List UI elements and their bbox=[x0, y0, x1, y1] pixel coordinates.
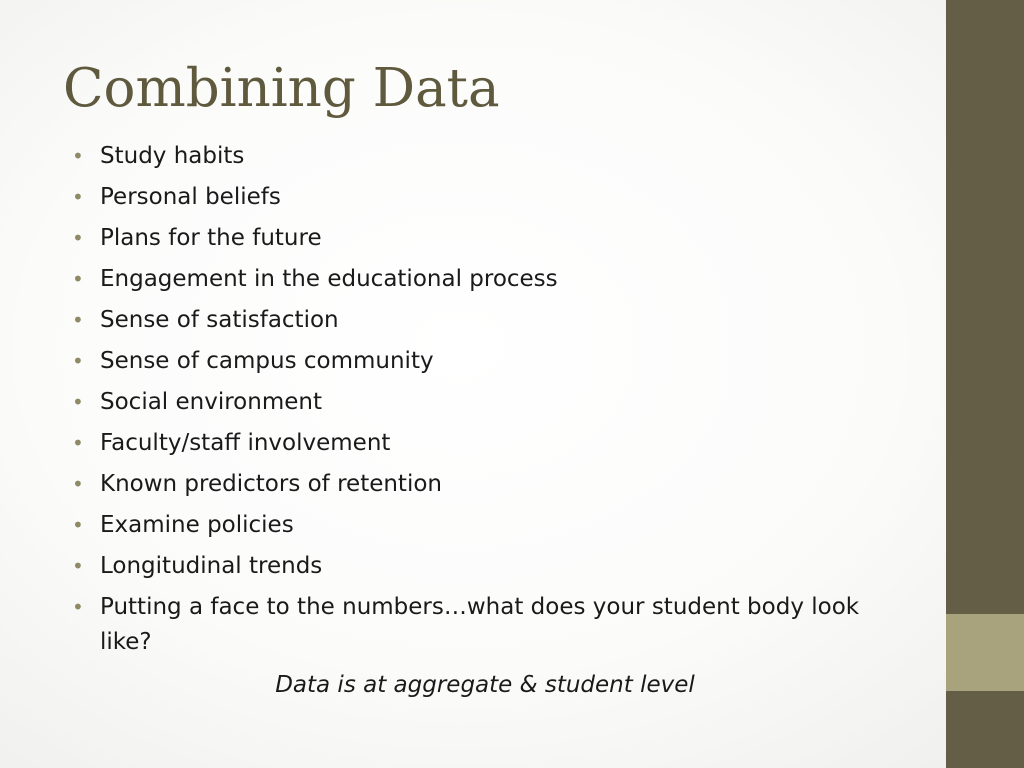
bullet-item bbox=[72, 139, 902, 174]
bullet-marker: • bbox=[72, 431, 84, 455]
bullet-item bbox=[72, 221, 902, 256]
bullet-item bbox=[72, 303, 902, 338]
bullet-item bbox=[72, 508, 902, 543]
bullet-marker: • bbox=[72, 513, 84, 537]
bullet-text: Sense of satisfaction bbox=[100, 307, 339, 333]
bullet-item bbox=[72, 344, 902, 379]
bullet-text: Study habits bbox=[100, 143, 245, 169]
bullet-marker: • bbox=[72, 267, 84, 291]
slide-footnote: Data is at aggregate & student level bbox=[275, 672, 695, 698]
bullet-item bbox=[72, 262, 902, 297]
bullet-text: Engagement in the educational process bbox=[100, 266, 558, 292]
bullet-text: Examine policies bbox=[100, 512, 294, 538]
bullet-item bbox=[72, 426, 902, 461]
bullet-text: Plans for the future bbox=[100, 225, 322, 251]
side-accent-block bbox=[946, 614, 1024, 691]
bullet-item bbox=[72, 549, 902, 584]
bullet-item bbox=[72, 467, 902, 502]
bullet-text: Sense of campus community bbox=[100, 348, 434, 374]
bullet-item bbox=[72, 590, 902, 660]
bullet-list bbox=[72, 139, 902, 666]
bullet-marker: • bbox=[72, 308, 84, 332]
bullet-item bbox=[72, 180, 902, 215]
bullet-marker: • bbox=[72, 185, 84, 209]
bullet-text: Longitudinal trends bbox=[100, 553, 323, 579]
bullet-marker: • bbox=[72, 472, 84, 496]
bullet-marker: • bbox=[72, 390, 84, 414]
bullet-text: Social environment bbox=[100, 389, 322, 415]
bullet-item bbox=[72, 385, 902, 420]
bullet-marker: • bbox=[72, 349, 84, 373]
slide-title: Combining Data bbox=[63, 58, 500, 119]
bullet-marker: • bbox=[72, 595, 84, 619]
bullet-marker: • bbox=[72, 226, 84, 250]
bullet-text: Faculty/staff involvement bbox=[100, 430, 391, 456]
bullet-text: Putting a face to the numbers…what does your student body look like? bbox=[100, 594, 860, 655]
bullet-text: Known predictors of retention bbox=[100, 471, 442, 497]
bullet-text: Personal beliefs bbox=[100, 184, 281, 210]
bullet-marker: • bbox=[72, 554, 84, 578]
bullet-marker: • bbox=[72, 144, 84, 168]
